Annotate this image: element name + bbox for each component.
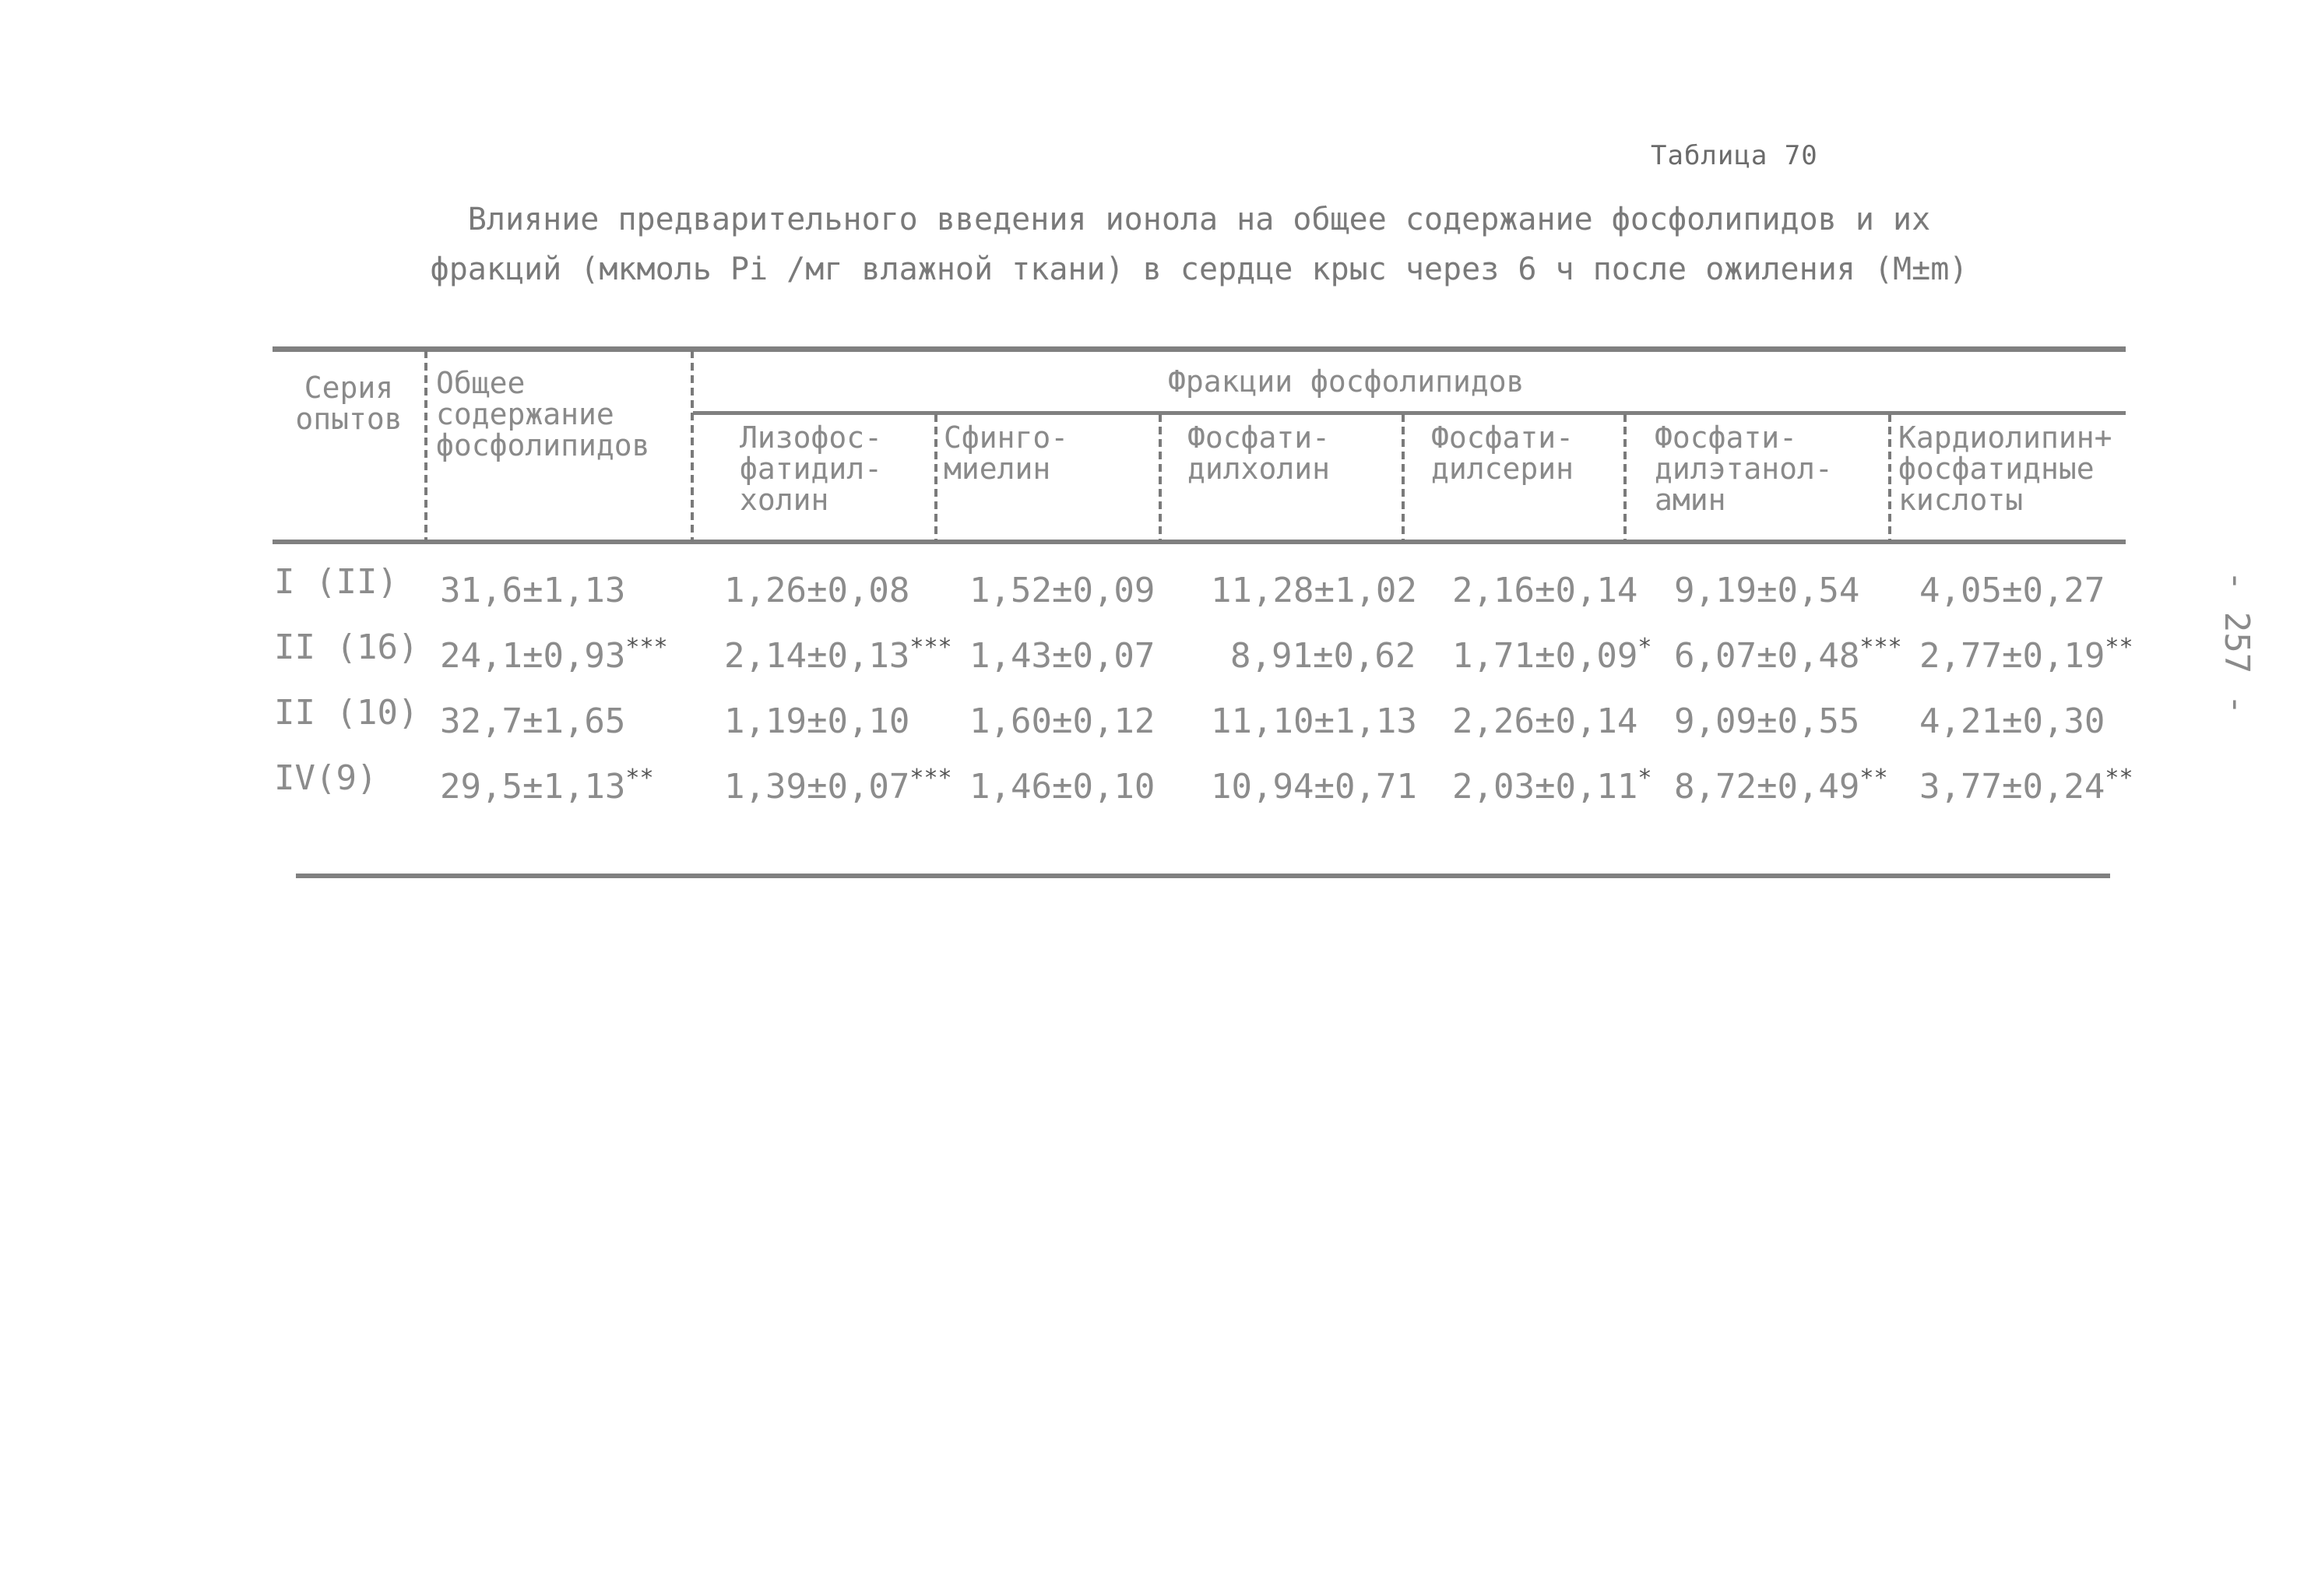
cell-f4: 2,03±0,11*: [1452, 765, 1652, 807]
cell-total: 31,6±1,13: [440, 571, 626, 610]
cell-f6: 4,05±0,27: [1919, 571, 2105, 610]
header-divider: [1888, 414, 1891, 541]
header-fraction-5: Фосфати- дилэтанол- амин: [1655, 420, 1833, 517]
cell-f2: 1,52±0,09: [969, 571, 1156, 610]
header-total: Общее содержание фосфолипидов: [436, 366, 650, 462]
cell-total: 24,1±0,93***: [440, 634, 668, 676]
cell-f6: 4,21±0,30: [1919, 701, 2105, 741]
header-fraction-3: Фосфати- дилхолин: [1187, 420, 1331, 486]
cell-f3: 8,91±0,62: [1230, 636, 1416, 676]
cell-f4: 1,71±0,09*: [1452, 634, 1652, 676]
row-series: IV(9): [274, 758, 378, 798]
cell-f5: 8,72±0,49**: [1674, 765, 1888, 807]
page-number: - 257 -: [2217, 570, 2257, 715]
row-series: II (10): [274, 693, 419, 733]
cell-total: 29,5±1,13**: [440, 765, 654, 807]
header-fraction-6: Кардиолипин+ фосфатидные кислоты: [1898, 420, 2112, 517]
cell-f4: 2,16±0,14: [1452, 571, 1638, 610]
fractions-rule: [693, 411, 2126, 415]
header-bottom-rule: [273, 540, 2126, 544]
header-divider: [934, 414, 937, 541]
cell-f4: 2,26±0,14: [1452, 701, 1638, 741]
header-divider: [1623, 414, 1627, 541]
header-fraction-4: Фосфати- дилсерин: [1431, 420, 1574, 486]
cell-f1: 1,26±0,08: [724, 571, 910, 610]
header-divider: [691, 350, 694, 541]
cell-f5: 9,19±0,54: [1674, 571, 1860, 610]
cell-f5: 6,07±0,48***: [1674, 634, 1902, 676]
cell-f5: 9,09±0,55: [1674, 701, 1860, 741]
table-label: Таблица 70: [1651, 140, 1818, 171]
header-divider: [424, 350, 427, 541]
table-top-rule: [273, 346, 2126, 352]
caption-line-2: фракций (мкмоль Pi /мг влажной ткани) в сердце крыс через 6 ч после ожиления (M±m): [430, 251, 1968, 287]
cell-f1: 1,19±0,10: [724, 701, 910, 741]
row-series: I (II): [274, 562, 398, 602]
header-fractions: Фракции фосфолипидов: [1168, 364, 1525, 399]
cell-f1: 1,39±0,07***: [724, 765, 952, 807]
cell-f3: 11,10±1,13: [1211, 701, 1417, 741]
cell-f2: 1,60±0,12: [969, 701, 1156, 741]
cell-f6: 3,77±0,24**: [1919, 765, 2133, 807]
table-caption: [327, 195, 2071, 294]
row-series: II (16): [274, 628, 419, 667]
cell-f3: 11,28±1,02: [1211, 571, 1417, 610]
header-divider: [1159, 414, 1162, 541]
header-divider: [1402, 414, 1405, 541]
header-fraction-2: Сфинго- миелин: [944, 420, 1069, 486]
table-bottom-rule: [296, 874, 2110, 878]
caption-line-1: Влияние предварительного введения ионола на общее содержание фосфолипидов и их: [467, 202, 1931, 237]
header-fraction-1: Лизофос- фатидил- холин: [740, 420, 883, 517]
cell-total: 32,7±1,65: [440, 701, 626, 741]
cell-f6: 2,77±0,19**: [1919, 634, 2133, 676]
cell-f2: 1,46±0,10: [969, 767, 1156, 807]
cell-f1: 2,14±0,13***: [724, 634, 952, 676]
header-series: Серия опытов: [295, 371, 403, 436]
cell-f2: 1,43±0,07: [969, 636, 1156, 676]
cell-f3: 10,94±0,71: [1211, 767, 1417, 807]
